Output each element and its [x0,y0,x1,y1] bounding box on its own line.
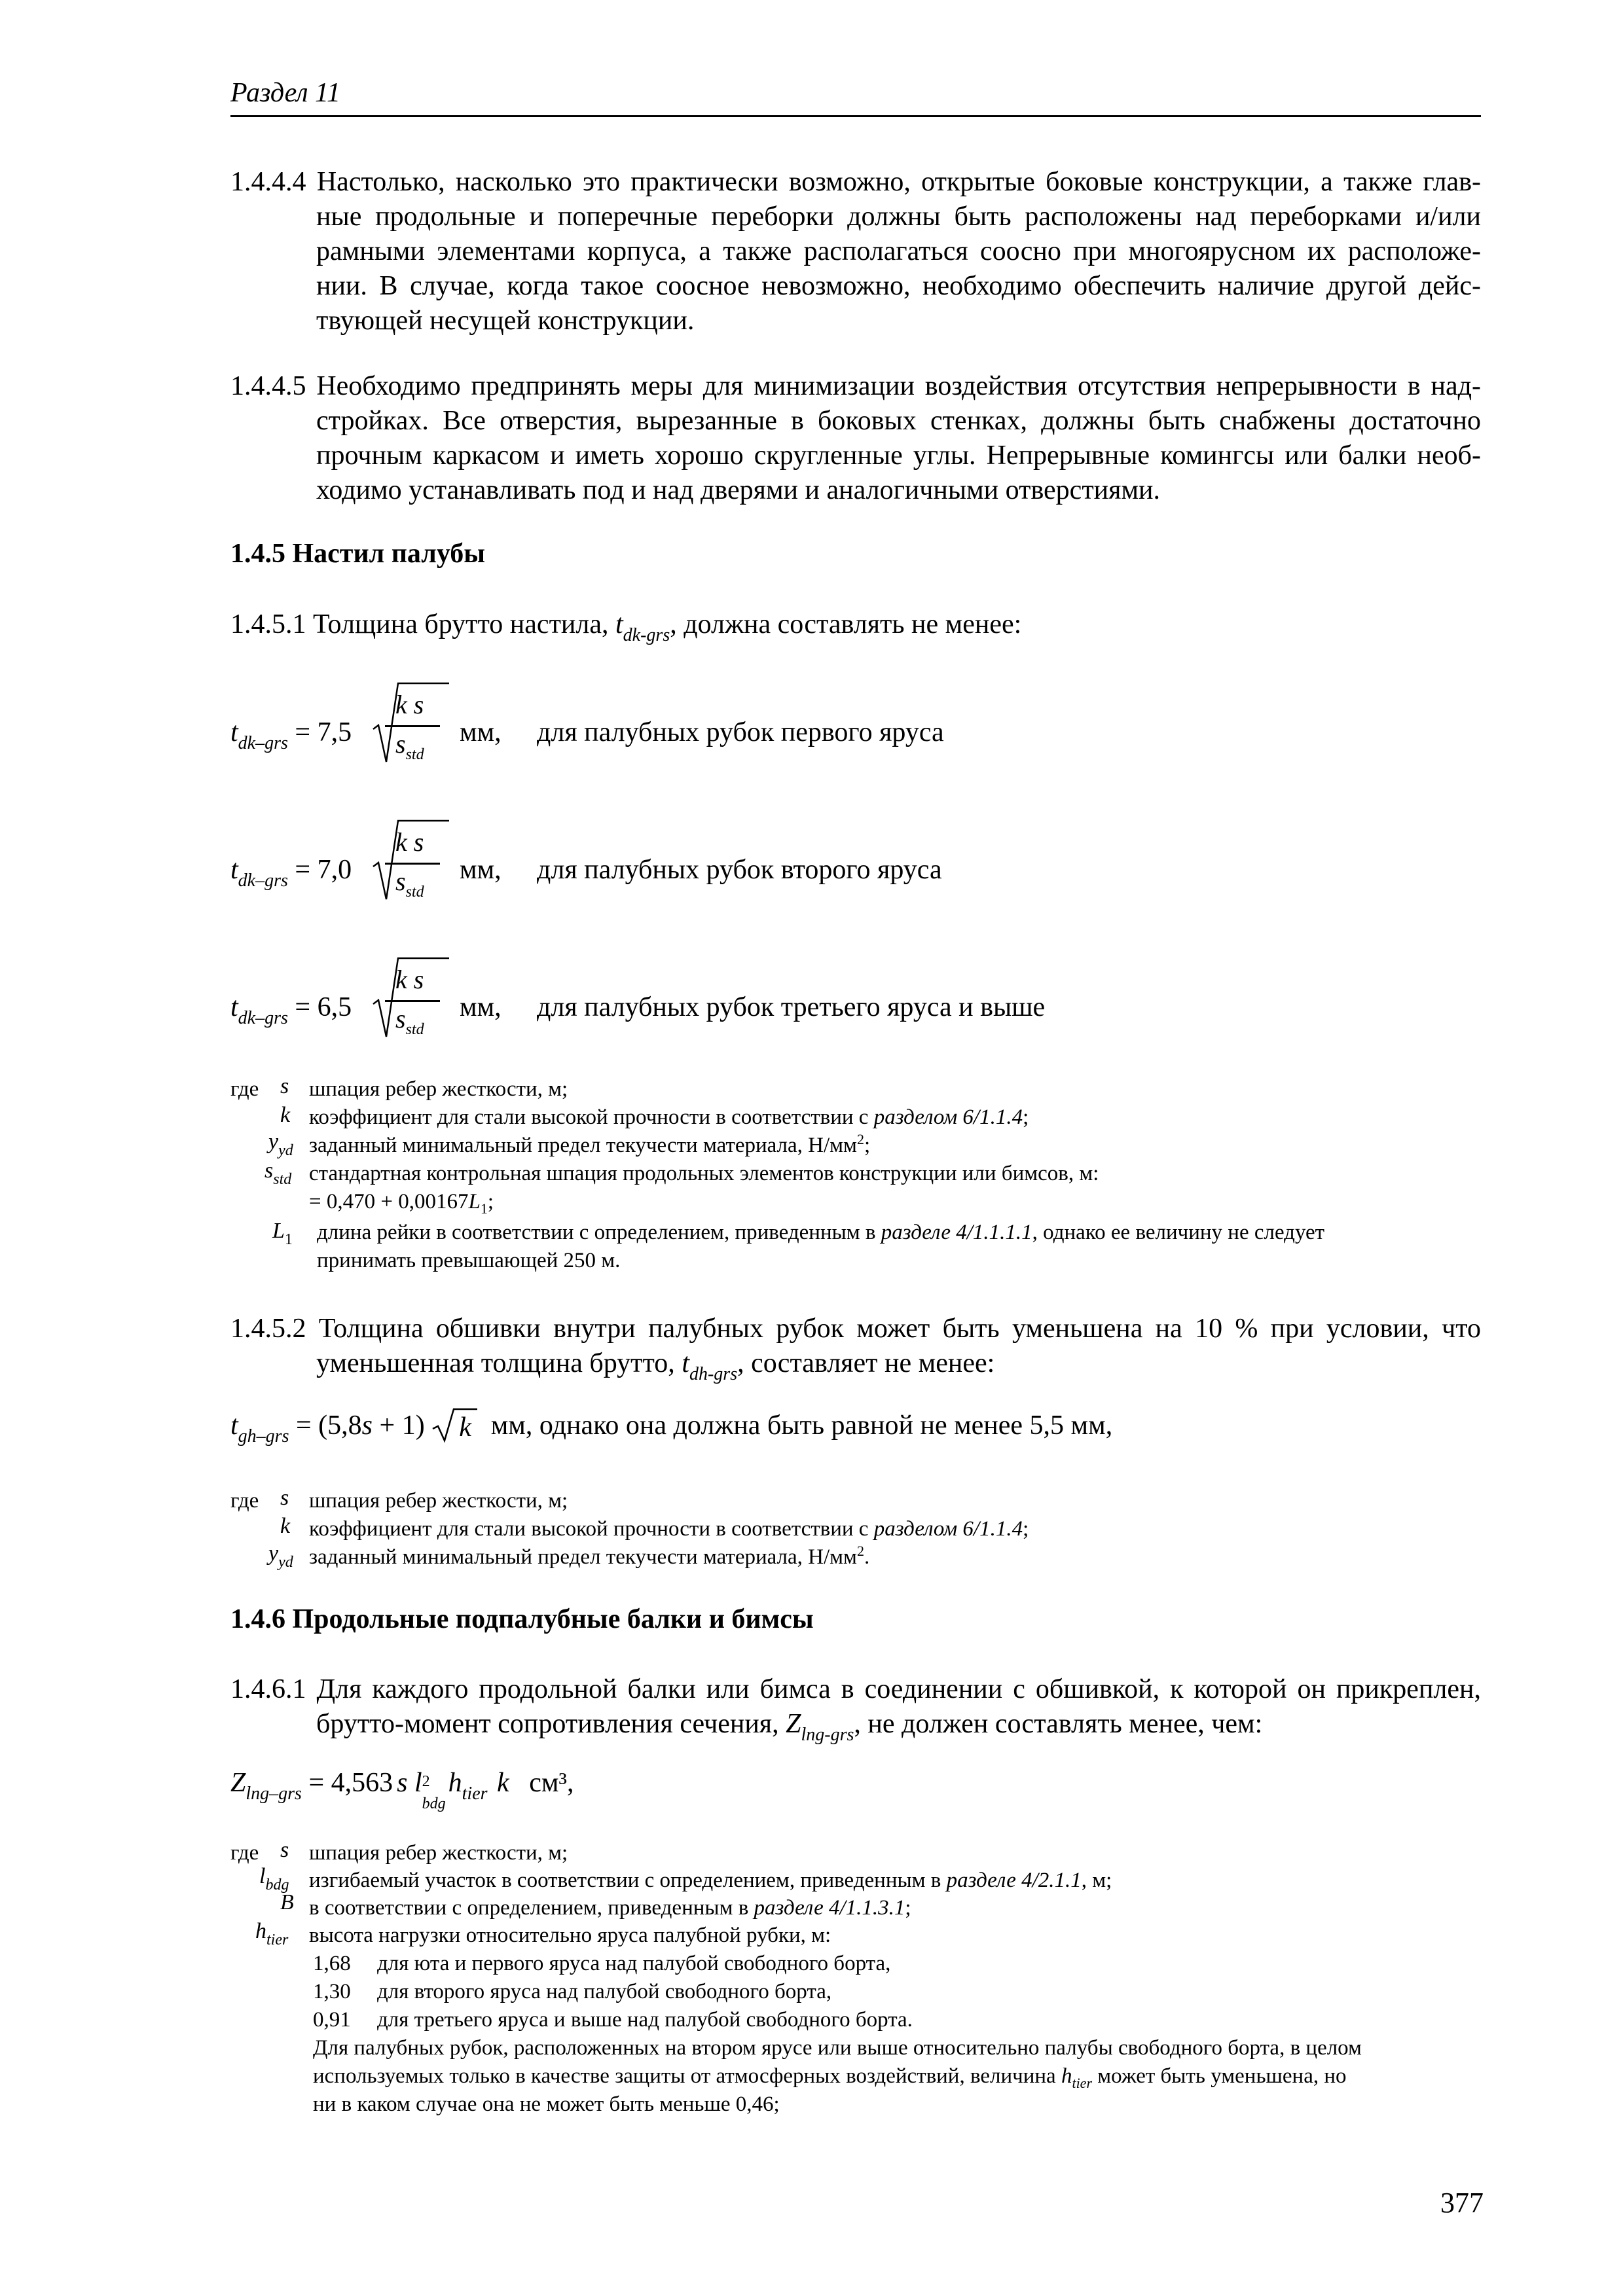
htier-value: 1,68 [313,1952,351,1975]
htier-note: Для палубных рубок, расположенных на втором ярусе или выше относительно палубы свободного борта, в целом [313,2036,1362,2060]
fraction-numerator: k s [395,690,424,719]
section-header: Раздел 11 [230,78,340,108]
para-line: ходимо устанавливать под и над дверями и аналогичными отверстиями. [316,475,1161,505]
paragraph-1-4-4-5 [230,369,1481,508]
symbol-s: s [280,1486,289,1510]
def-L1: длина рейки в соответствии с определением, приведенным в разделе 4/1.1.1.1, однако ее величину не следует [317,1221,1325,1244]
heading-1-4-5: 1.4.5 Настил палубы [230,539,486,569]
def-s: шпация ребер жесткости, м; [309,1841,568,1865]
formula-lng-grs: $Z_{lng-grs} = 4,563$ s l 2 bdg $h_{tier}$ k см³, [230,1768,574,1812]
def-s: шпация ребер жесткости, м; [309,1077,568,1101]
def-sstd: стандартная контрольная шпация продольных элементов конструкции или бимсов, м: [309,1162,1099,1185]
formula-description: для палубных рубок второго яруса [537,855,942,885]
symbol-k: k [280,1103,291,1127]
symbol-s: s [280,1074,289,1098]
symbol-B: B [280,1890,294,1914]
symbol-htier: $h_{tier}$ [255,1919,289,1948]
paragraph-1-4-5-2 [230,1312,1481,1384]
fraction-bar [385,1000,440,1002]
sstd-equation: = $0,470 + 0,00167L_1$; [309,1190,494,1217]
formula-unit: мм, [460,855,501,885]
htier-value: 1,30 [313,1980,351,2003]
para-line: прочным каркасом и иметь хорошо скругленные углы. Непрерывные комингсы или балки необ- [316,440,1481,471]
formula-unit: мм, [460,992,501,1022]
def-s: шпация ребер жесткости, м; [309,1489,568,1513]
para-line: уменьшенная толщина брутто, $t_{dh-grs}$, составляет не менее: [316,1348,995,1384]
formula-description: для палубных рубок третьего яруса и выше [537,992,1046,1022]
symbol-yyd: $y_{yd}$ [268,1130,293,1159]
para-line: стройках. Все отверстия, вырезанные в боковых стенках, должны быть снабжены достаточно [316,406,1481,436]
symbol-s: s [280,1838,289,1862]
def-yyd: заданный минимальный предел текучести материала, $Н/мм^2$; [309,1131,871,1157]
para-line: твующей несущей конструкции. [316,306,695,336]
def-k: коэффициент для стали высокой прочности в соответствии с разделом 6/1.1.4; [309,1105,1029,1129]
fraction-denominator: $s_{std}$ [395,1004,424,1038]
para-line: 1.4.6.1 Для каждого продольной балки или бимса в соединении с обшивкой, к которой он прикреплен, [230,1674,1481,1704]
htier-value: 0,91 [313,2008,351,2032]
fraction-numerator: k s [395,827,424,857]
fraction-denominator: $s_{std}$ [395,729,424,763]
symbol-yyd: $y_{yd}$ [268,1541,293,1571]
symbol-L1: $L_1$ [272,1219,293,1248]
symbol-sstd: $s_{std}$ [264,1158,292,1188]
para-line: 1.4.5.2 Толщина обшивки внутри палубных рубок может быть уменьшена на 10 % при условии, что [230,1314,1481,1344]
formula-lhs: $t_{dk-grs} = 7,5$ [230,717,352,753]
formula-description: для палубных рубок первого яруса [537,717,944,747]
htier-value-desc: для юта и первого яруса над палубой свободного борта, [377,1952,891,1975]
where-label: где [230,1489,259,1513]
page-number: 377 [1440,2187,1484,2219]
para-line: брутто-момент сопротивления сечения, $Z_{lng-grs}$, не должен составлять менее, чем: [316,1709,1263,1745]
para-line: рамными элементами корпуса, а также располагаться соосно при многоярусном их расположе- [316,236,1481,266]
def-htier: высота нагрузки относительно яруса палубной рубки, м: [309,1924,831,1947]
fraction-bar [385,863,440,865]
paragraph-1-4-5-1: 1.4.5.1 Толщина брутто настила, $t_{dk-grs}$, должна составлять не менее: [230,609,1022,645]
def-k: коэффициент для стали высокой прочности в соответствии с разделом 6/1.1.4; [309,1517,1029,1541]
def-yyd: заданный минимальный предел текучести материала, $Н/мм^2$. [309,1543,870,1569]
para-line: 1.4.4.4 Настолько, насколько это практически возможно, открытые боковые конструкции, а также глав- [230,167,1482,197]
heading-1-4-6: 1.4.6 Продольные подпалубные балки и бимсы [230,1604,814,1634]
formula-lhs: $t_{dk-grs} = 7,0$ [230,855,352,891]
para-line: 1.4.4.5 Необходимо предпринять меры для минимизации воздействия отсутствия непрерывности в над- [230,371,1482,401]
paragraph-1-4-6-1 [230,1672,1481,1744]
def-L1-cont: принимать превышающей 250 м. [317,1249,621,1272]
where-label: где [230,1841,259,1865]
htier-note: используемых только в качестве защиты от атмосферных воздействий, величина $h_{tier}$ может быть уменьшена, но [313,2064,1347,2091]
htier-value-desc: для третьего яруса и выше над палубой свободного борта. [377,2008,913,2032]
htier-note: ни в каком случае она не может быть меньше 0,46; [313,2092,780,2116]
para-line: нии. В случае, когда такое соосное невозможно, необходимо обеспечить наличие другой дейс- [316,271,1481,301]
fraction-numerator: k s [395,965,424,994]
paragraph-1-4-4-4 [230,165,1481,338]
where-label: где [230,1077,259,1101]
symbol-k: k [280,1514,291,1538]
htier-value-desc: для второго яруса над палубой свободного борта, [377,1980,832,2003]
para-line: ные продольные и поперечные переборки должны быть расположены над переборками и/или [316,202,1481,232]
symbol-lbdg: $l_{bdg}$ [259,1864,289,1893]
def-lbdg: изгибаемый участок в соответствии с определением, приведенным в разделе 4/2.1.1, м; [309,1869,1112,1892]
formula-lhs: $t_{dk-grs} = 6,5$ [230,992,352,1028]
fraction-bar [385,725,440,727]
def-B: в соответствии с определением, приведенным в разделе 4/1.1.3.1; [309,1896,911,1920]
header-rule [230,115,1481,117]
formula-gh-grs: $t_{gh-grs} = (5,8s + 1)$ k мм, однако она должна быть равной не менее 5,5 мм, [230,1410,1112,1441]
formula-unit: мм, [460,717,501,747]
fraction-denominator: $s_{std}$ [395,867,424,901]
